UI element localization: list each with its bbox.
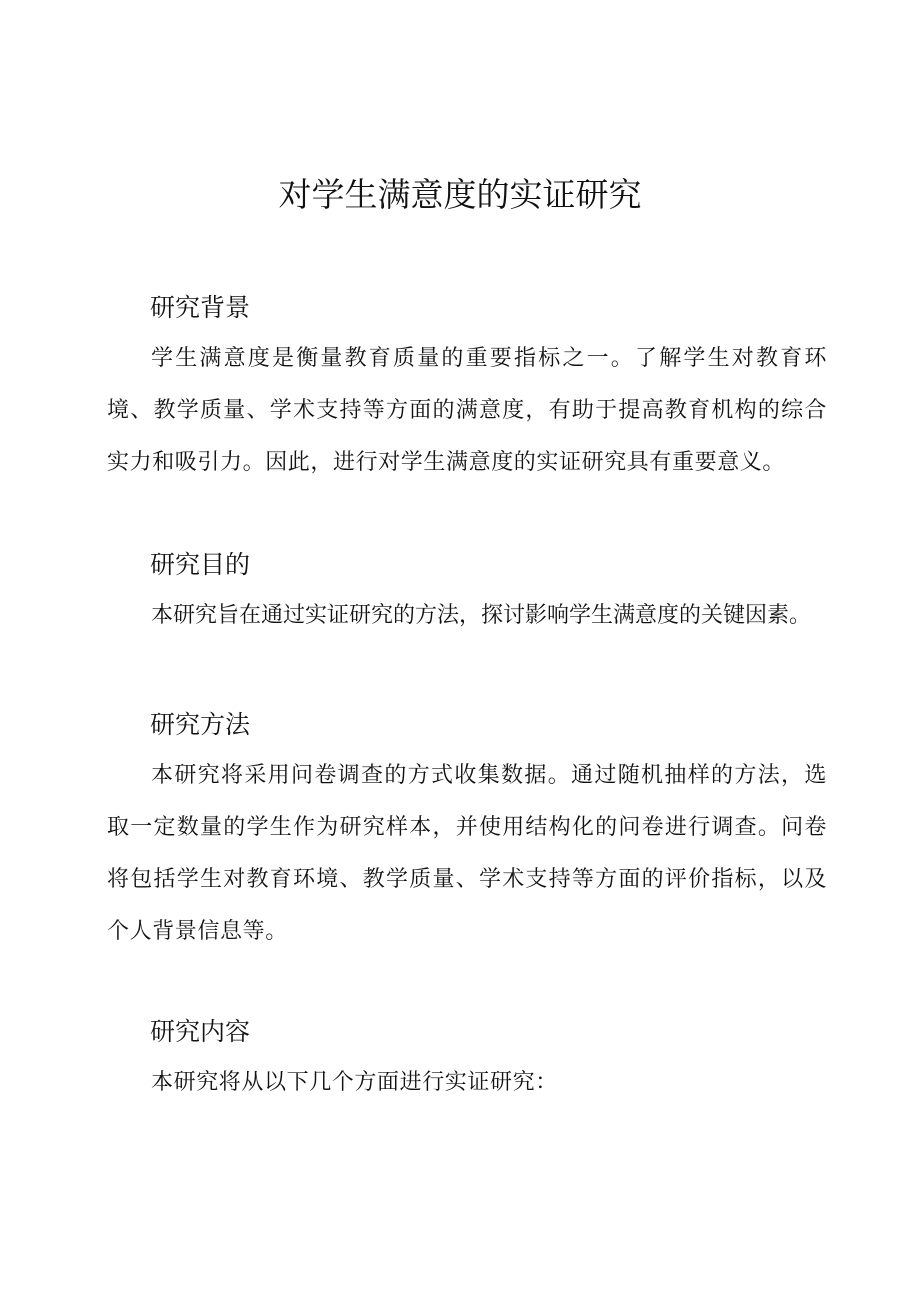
document-title: 对学生满意度的实证研究 <box>278 175 642 214</box>
section-heading-background: 研究背景 <box>150 293 251 322</box>
section-body-background: 学生满意度是衡量教育质量的重要指标之一。了解学生对教育环境、教学质量、学术支持等方面的满意度，有助于提高教育机构的综合实力和吸引力。因此，进行对学生满意度的实证研究具有重要意义。 <box>107 346 827 475</box>
section-body-content: 本研究将从以下几个方面进行实证研究： <box>151 1070 558 1095</box>
section-heading-purpose: 研究目的 <box>150 550 251 579</box>
section-body-method: 本研究将采用问卷调查的方式收集数据。通过随机抽样的方法，选取一定数量的学生作为研究样本，并使用结构化的问卷进行调查。问卷将包括学生对教育环境、教学质量、学术支持等方面的评价指标，以及个人背景信息等。 <box>107 763 827 944</box>
section-body-purpose: 本研究旨在通过实证研究的方法，探讨影响学生满意度的关键因素。 <box>151 603 812 628</box>
section-heading-content: 研究内容 <box>150 1017 251 1046</box>
section-heading-method: 研究方法 <box>150 710 251 739</box>
